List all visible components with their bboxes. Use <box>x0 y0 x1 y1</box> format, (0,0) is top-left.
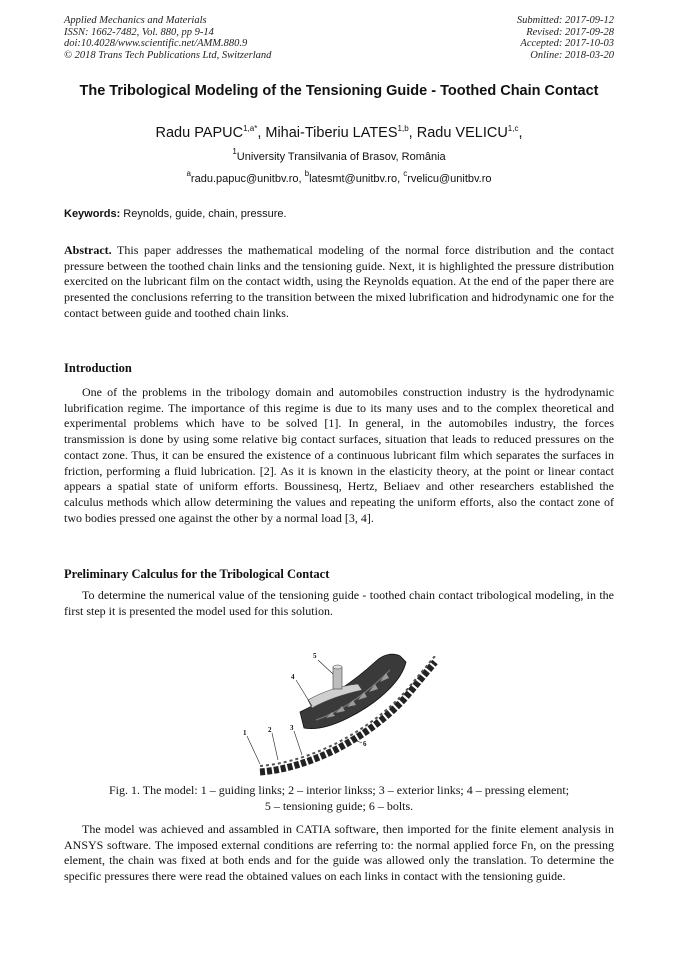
author-list <box>40 124 638 142</box>
preliminary-heading: Preliminary Calculus for the Tribological Contact <box>64 567 330 581</box>
affiliation-marker: 1 <box>232 147 237 156</box>
author-affil-marker: 1,a* <box>243 124 258 133</box>
email-address: latesmt@unitbv.ro, <box>309 173 404 185</box>
journal-copyright: © 2018 Trans Tech Publications Ltd, Switzerland <box>64 49 272 61</box>
introduction-heading: Introduction <box>64 361 132 375</box>
journal-issn: ISSN: 1662-7482, Vol. 880, pp 9-14 <box>64 26 214 38</box>
author-name: Radu VELICU <box>416 125 508 141</box>
author-name: Radu PAPUC <box>155 125 244 141</box>
label-2: 2 <box>268 726 272 734</box>
journal-doi: doi:10.4028/www.scientific.net/AMM.880.9 <box>64 38 248 49</box>
paper-title: The Tribological Modeling of the Tensioning Guide - Toothed Chain Contact <box>79 83 599 99</box>
chain-guide-model-illustration <box>230 640 450 782</box>
email-marker: c <box>403 169 408 178</box>
abstract-text: This paper addresses the mathematical modeling of the normal force distribution and the contact pressure between the toothed chain links and the tensioning guide. Next, it is highlighted the pressure distribution exercited on the lubricant film on the contact width, using the Reynolds equation. At the end of the paper there are presented the conclusions referring to the transition between the mixed lubrification and hidrodynamic one for the contact between guide and toothed chain links. <box>64 243 614 320</box>
keywords-label: Keywords: <box>64 208 121 220</box>
figure-caption <box>64 782 614 814</box>
email-marker: b <box>304 169 310 178</box>
journal-name: Applied Mechanics and Materials <box>64 15 207 26</box>
keywords-text: Reynolds, guide, chain, pressure. <box>120 208 287 220</box>
author-affil-marker: 1,c <box>507 124 519 133</box>
bolt-top <box>333 665 342 669</box>
journal-info <box>64 15 271 61</box>
author-separator: , <box>408 125 417 141</box>
author-separator: , <box>518 125 523 141</box>
caption-line: 5 – tensioning guide; 6 – bolts. <box>264 799 414 813</box>
email-marker: a <box>186 169 191 178</box>
label-5: 5 <box>313 652 317 660</box>
publication-dates <box>517 15 614 61</box>
label-1: 1 <box>243 729 247 737</box>
date-revised: Revised: 2017-09-28 <box>526 26 614 38</box>
author-affil-marker: 1,b <box>397 124 409 133</box>
date-accepted: Accepted: 2017-10-03 <box>520 38 614 49</box>
journal-header <box>64 15 614 61</box>
date-submitted: Submitted: 2017-09-12 <box>516 15 614 26</box>
preliminary-paragraph: To determine the numerical value of the tensioning guide - toothed chain contact tribological modeling, in the first step it is presented the model used for this solution. <box>64 588 614 618</box>
model-paragraph: The model was achieved and assambled in CATIA software, then imported for the finite element analysis in ANSYS software. The imposed external conditions are referring to: the normal applied force Fn, on the pressing element, the chain was fixed at both ends and for the guide was allowed only the translation. To determine the specific pressures there were read the obtained values on each links in contact with the tensioning guide. <box>64 822 614 884</box>
author-emails <box>40 169 638 186</box>
email-address: rvelicu@unitbv.ro <box>407 173 492 185</box>
bolt-shape <box>333 667 342 689</box>
abstract-paragraph <box>64 243 614 322</box>
label-3: 3 <box>290 724 294 732</box>
author-name: Mihai-Tiberiu LATES <box>265 125 398 141</box>
keywords-line <box>64 207 614 221</box>
introduction-paragraph: One of the problems in the tribology domain and automobiles construction industry is the hydrodynamic lubrification regime. The importance of this regime is due to its many uses and to the complex theoretical and experimental problems which have to be solved [1]. In general, in the automobiles industry, the forces transmission is done by using some relative big contact surfaces, situation that leads to reduced pressures on the contact zone. Thus, it can be ensured the existence of a continuous lubricant film which separates the surfaces in friction, performing a fluid lubrication. [2]. As it is known in the elasticity theory, at the point or linear contact appears a spatial state of uniform efforts. Boussinesq, Hertz, Beliaev and other researchers established the calculus methods which allow determining the values and repeating the uniform efforts, also the contact zone of two bodies pressed one against the other by a normal load [3, 4]. <box>64 385 614 525</box>
email-address: radu.papuc@unitbv.ro, <box>190 173 305 185</box>
affiliation <box>64 147 614 164</box>
abstract-label: Abstract. <box>64 243 112 257</box>
label-6: 6 <box>363 740 367 748</box>
affiliation-text: University Transilvania of Brasov, România <box>236 151 446 163</box>
model-figure <box>230 640 450 782</box>
date-online: Online: 2018-03-20 <box>530 49 614 61</box>
caption-line: Fig. 1. The model: 1 – guiding links; 2 – interior linkss; 3 – exterior links; 4 – pressing element; <box>108 783 570 797</box>
label-4: 4 <box>291 673 295 681</box>
author-separator: , <box>257 125 266 141</box>
